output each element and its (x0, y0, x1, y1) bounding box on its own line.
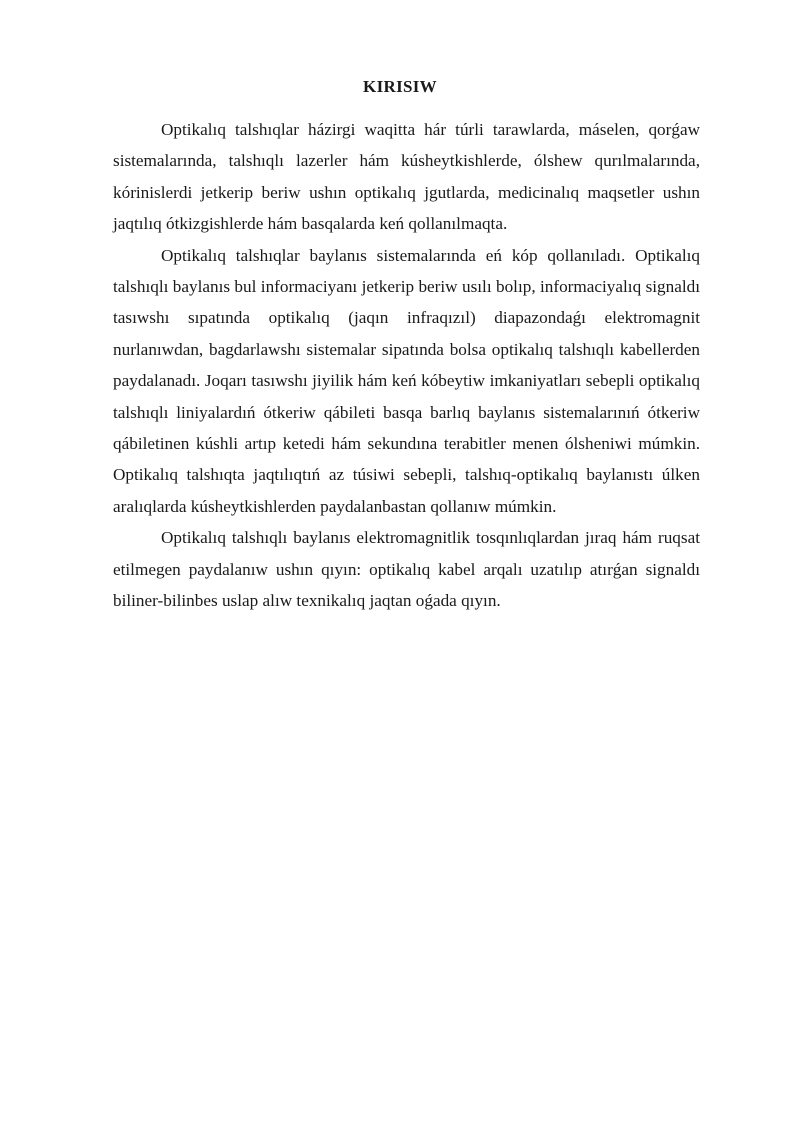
document-body (113, 114, 700, 617)
paragraph-2: Optikalıq talshıqlar baylanıs sistemalarında eń kóp qollanıladı. Optikalıq talshıqlı baylanıs bul informaciyanı jetkerip beriw usılı bolıp, informaciyalıq signaldı tasıwshı sıpatında optikalıq (jaqın infraqızıl) diapazondaǵı elektromagnit nurlanıwdan, bagdarlawshı sistemalar sipatında bolsa optikalıq talshıqlı kabellerden paydalanadı. Joqarı tasıwshı jiyilik hám keń kóbeytiw imkaniyatları sebepli optikalıq talshıqlı liniyalardıń ótkeriw qábileti basqa barlıq baylanıs sistemalarınıń ótkeriw qábiletinen kúshli artıp ketedi hám sekundına terabitler menen ólsheniwi múmkin. Optikalıq talshıqta jaqtılıqtıń az túsiwi sebepli, talshıq-optikalıq baylanıstı úlken aralıqlarda kúsheytkishlerden paydalanbastan qollanıw múmkin. (113, 245, 700, 516)
document-title: KIRISIW (363, 77, 437, 96)
paragraph-1: Optikalıq talshıqlar házirgi waqitta hár túrli tarawlarda, máselen, qorǵaw sistemalarında, talshıqlı lazerler hám kúsheytkishlerde, ólshew qurılmalarında, kórinislerdi jetkerip beriw ushın optikalıq jgutlarda, medicinalıq maqsetler ushın jaqtılıq ótkizgishlerde hám basqalarda keń qollanılmaqta. (113, 120, 700, 234)
paragraph-3: Optikalıq talshıqlı baylanıs elektromagnitlik tosqınlıqlardan jıraq hám ruqsat etilmegen paydalanıw ushın qıyın: optikalıq kabel arqalı uzatılıp atırǵan signaldı biliner-bilinbes uslap alıw texnikalıq jaqtan oǵada qıyın. (113, 528, 700, 611)
